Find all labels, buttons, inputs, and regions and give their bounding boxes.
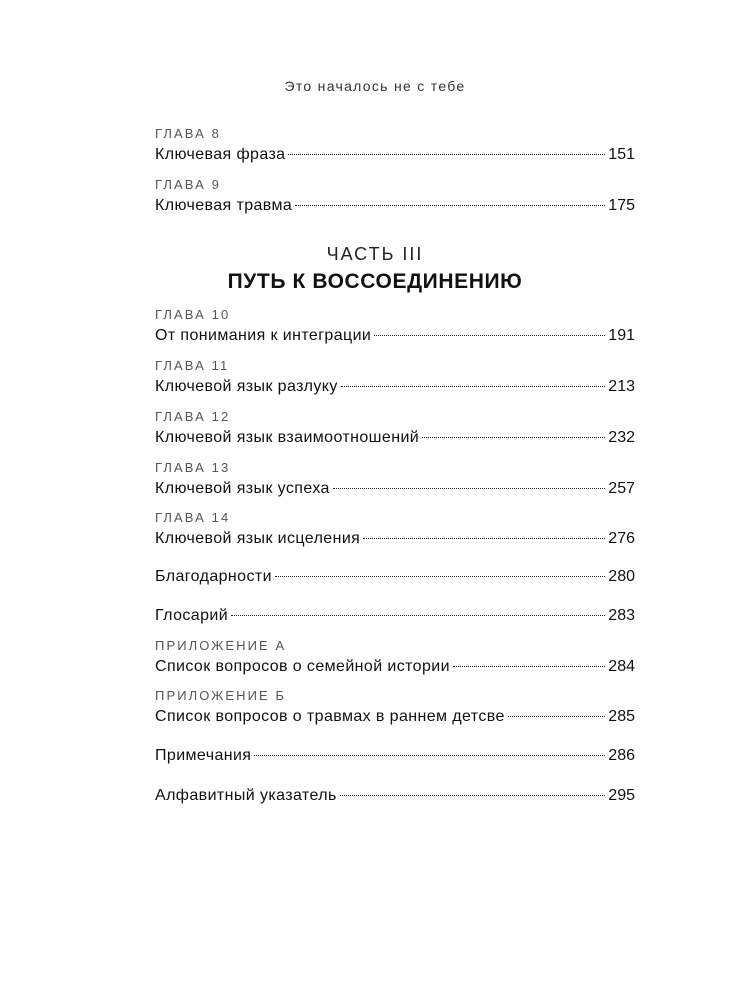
toc-entry-chapter-10[interactable] [155, 307, 635, 346]
chapter-label: ГЛАВА 11 [155, 358, 230, 373]
chapter-label: ГЛАВА 9 [155, 177, 221, 192]
page-number: 257 [608, 480, 635, 497]
appendix-label: ПРИЛОЖЕНИЕ А [155, 638, 287, 653]
toc-line [155, 606, 635, 626]
toc-entry-chapter-11[interactable] [155, 358, 635, 397]
entry-title: Глосарий [155, 607, 229, 624]
toc-entry-notes[interactable] [155, 746, 635, 766]
chapter-label: ГЛАВА 14 [155, 510, 231, 525]
toc-entry-appendix-b[interactable] [155, 688, 635, 727]
dot-leader [340, 795, 606, 796]
page-number: 286 [608, 747, 635, 764]
toc-entry-acknowledgements[interactable] [155, 567, 635, 587]
toc-line [155, 657, 635, 677]
toc-entry-chapter-8[interactable] [155, 126, 635, 165]
page-number: 213 [608, 378, 635, 395]
chapter-label: ГЛАВА 13 [155, 460, 231, 475]
running-header: Это началось не с тебе [284, 78, 466, 94]
chapter-label: ГЛАВА 10 [155, 307, 231, 322]
toc-line [155, 145, 635, 165]
toc-entry-chapter-13[interactable] [155, 460, 635, 499]
toc-line [155, 529, 635, 549]
entry-title: Алфавитный указатель [155, 787, 337, 804]
dot-leader [231, 615, 605, 616]
entry-title: Ключевая фраза [155, 146, 286, 163]
toc-line [155, 746, 635, 766]
toc-line [155, 377, 635, 397]
entry-title: Благодарности [155, 568, 272, 585]
entry-title: Ключевой язык успеха [155, 480, 330, 497]
toc-line [155, 196, 635, 216]
chapter-label: ГЛАВА 8 [155, 126, 221, 141]
toc-line [155, 479, 635, 499]
chapter-label: ГЛАВА 12 [155, 409, 231, 424]
dot-leader [374, 335, 605, 336]
entry-title: Список вопросов о семейной истории [155, 658, 450, 675]
part-label: ЧАСТЬ III [326, 244, 424, 264]
page-number: 295 [608, 787, 635, 804]
page-number: 151 [608, 146, 635, 163]
toc-entry-chapter-12[interactable] [155, 409, 635, 448]
entry-title: От понимания к интеграции [155, 327, 372, 344]
toc-entry-glossary[interactable] [155, 606, 635, 626]
page-number: 175 [608, 197, 635, 214]
page-number: 283 [608, 607, 635, 624]
page-number: 284 [608, 658, 635, 675]
dot-leader [254, 755, 605, 756]
appendix-label: ПРИЛОЖЕНИЕ Б [155, 688, 287, 703]
toc-entry-index[interactable] [155, 786, 635, 806]
toc-line [155, 326, 635, 346]
page-number: 232 [608, 429, 635, 446]
page-number: 285 [608, 708, 635, 725]
toc-line [155, 428, 635, 448]
part-title: ПУТЬ К ВОССОЕДИНЕНИЮ [227, 270, 523, 293]
dot-leader [508, 716, 606, 717]
dot-leader [341, 386, 606, 387]
entry-title: Ключевой язык разлуку [155, 378, 338, 395]
toc-entry-chapter-14[interactable] [155, 510, 635, 549]
dot-leader [363, 538, 605, 539]
entry-title: Ключевая травма [155, 197, 293, 214]
toc-entry-appendix-a[interactable] [155, 638, 635, 677]
entry-title: Список вопросов о травмах в раннем детсве [155, 708, 505, 725]
page-number: 280 [608, 568, 635, 585]
entry-title: Ключевой язык исцеления [155, 530, 361, 547]
dot-leader [288, 154, 605, 155]
toc-line [155, 567, 635, 587]
toc-line [155, 707, 635, 727]
dot-leader [275, 576, 605, 577]
toc-line [155, 786, 635, 806]
dot-leader [333, 488, 605, 489]
toc-entry-chapter-9[interactable] [155, 177, 635, 216]
page-number: 276 [608, 530, 635, 547]
page-number: 191 [608, 327, 635, 344]
dot-leader [422, 437, 605, 438]
entry-title: Примечания [155, 747, 252, 764]
dot-leader [295, 205, 605, 206]
entry-title: Ключевой язык взаимоотношений [155, 429, 420, 446]
dot-leader [453, 666, 605, 667]
